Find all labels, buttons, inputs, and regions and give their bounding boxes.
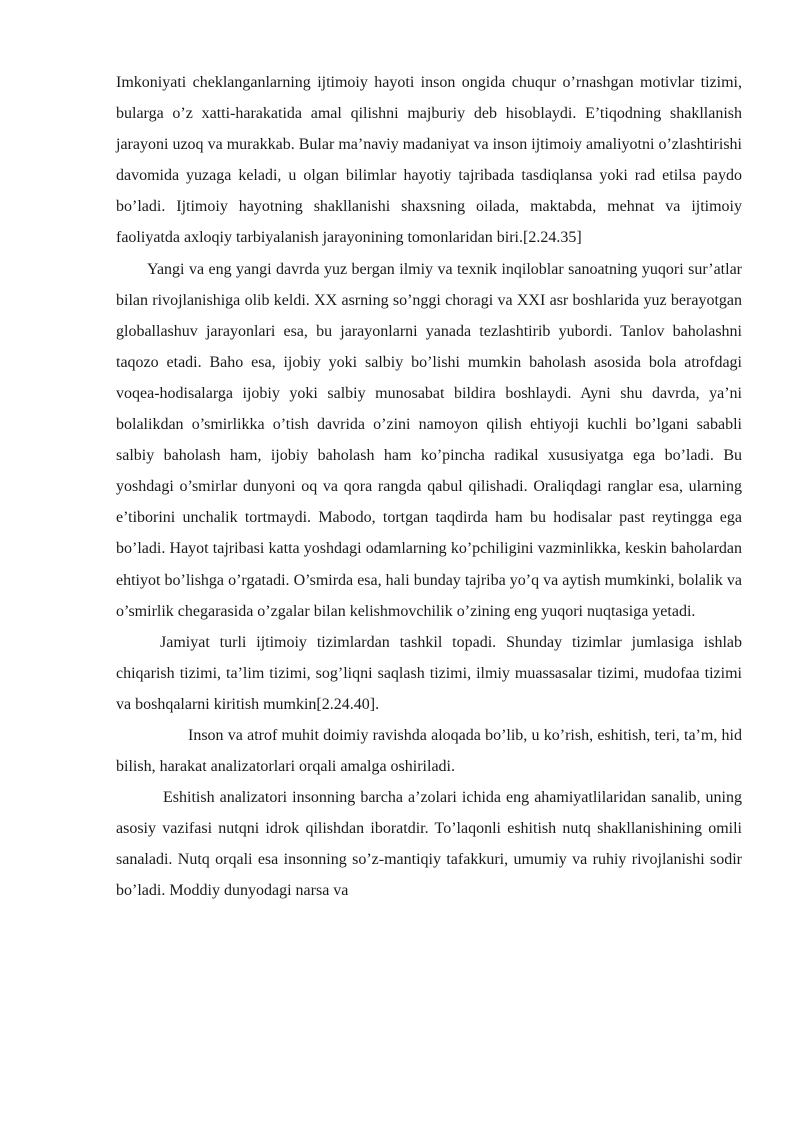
paragraph-5: Eshitish analizatori insonning barcha a’zolari ichida eng ahamiyatlilaridan sanalib, uning asosiy vazifasi nutqni idrok qilishdan iboratdir. To’laqonli eshitish nutq shakllanishining omili sanaladi. Nutq orqali esa insonning so’z-mantiqiy tafakkuri, umumiy va ruhiy rivojlanishi sodir bo’ladi. Moddiy dunyodagi narsa va — [116, 789, 742, 900]
paragraph-4: Inson va atrof muhit doimiy ravishda aloqada bo’lib, u ko’rish, eshitish, teri, ta’m, hid bilish, harakat analizatorlari orqali amalga oshiriladi. — [116, 726, 742, 776]
paragraph-2: Yangi va eng yangi davrda yuz bergan ilmiy va texnik inqiloblar sanoatning yuqori sur’atlar bilan rivojlanishiga olib keldi. XX asrning so’nggi choragi va XXI asr boshlarida yuz berayotgan globallashuv jarayonlari esa, bu jarayonlarni yanada tezlashtirib yubordi. Tanlov baholashni taqozo etadi. Baho esa, ijobiy yoki salbiy bo’lishi mumkin baholash asosida bola atrofdagi voqea-hodisalarga ijobiy yoki salbiy munosabat bildira boshlaydi. Ayni shu davrda, ya’ni bolalikdan o’smirlikka o’tish davrida o’zini namoyon qilish ehtiyoji kuchli bo’lgani sababli salbiy baholash ham, ijobiy baholash ham ko’pincha radikal xususiyatga ega bo’ladi. Bu yoshdagi o’smirlar dunyoni oq va qora rangda qabul qilishadi. Oraliqdagi ranglar esa, ularning e’tiborini unchalik tortmaydi. Mabodo, tortgan taqdirda ham bu hodisalar past reytingga ega bo’ladi. Hayot tajribasi katta yoshdagi odamlarning ko’pchiligini vazminlikka, keskin baholardan ehtiyot bo’lishga o’rgatadi. O’smirda esa, hali bunday tajriba yo’q va aytish mumkinki, bolalik va o’smirlik chegarasida o’zgalar bilan kelishmovchilik o’zining eng yuqori nuqtasiga yetadi. — [116, 260, 742, 620]
document-page — [116, 67, 742, 907]
paragraph-1: Imkoniyati cheklanganlarning ijtimoiy hayoti inson ongida chuqur o’rnashgan motivlar tizimi, bularga o’z xatti-harakatida amal qilishni majburiy deb hisoblaydi. E’tiqodning shakllanish jarayoni uzoq va murakkab. Bular ma’naviy madaniyat va inson ijtimoiy amaliyotni o’zlashtirishi davomida yuzaga keladi, u olgan bilimlar hayotiy tajribada tasdiqlansa yoki rad etilsa paydo bo’ladi. Ijtimoiy hayotning shakllanishi shaxsning oilada, maktabda, mehnat va ijtimoiy faoliyatda axloqiy tarbiyalanish jarayonining tomonlaridan biri.[2.24.35] — [116, 74, 742, 247]
paragraph-3: Jamiyat turli ijtimoiy tizimlardan tashkil topadi. Shunday tizimlar jumlasiga ishlab chiqarish tizimi, ta’lim tizimi, sog’liqni saqlash tizimi, ilmiy muassasalar tizimi, mudofaa tizimi va boshqalarni kiritish mumkin[2.24.40]. — [116, 633, 742, 713]
